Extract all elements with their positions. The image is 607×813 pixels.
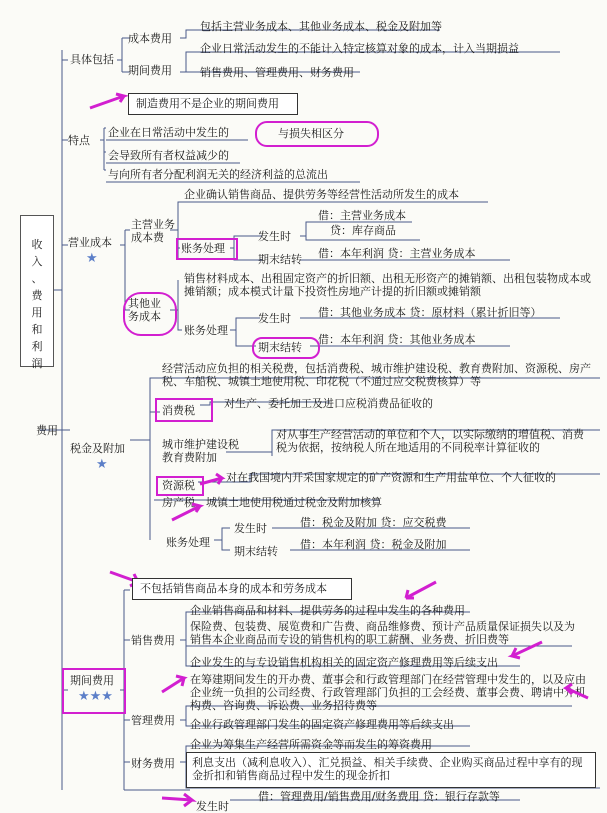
root-char: 收 xyxy=(31,238,43,251)
root-char: 、 xyxy=(31,272,43,285)
root-char: 入 xyxy=(31,255,43,268)
cw1: 企业为筹集生产经营所需资金等而发生的筹资费用 xyxy=(190,738,432,751)
qijian-desc1: 企业日常活动发生的不能计入特定核算对象的成本，计入当期损益 xyxy=(200,42,519,55)
jie1: 借：主营业务成本 xyxy=(318,209,406,222)
root-title xyxy=(20,215,54,370)
caiwu-label: 财务费用 xyxy=(131,757,175,770)
chengshi-desc: 对从事生产经营活动的单位和个人，以实际缴纳的增值税、消费税为依据，按纳税人所在地适用的不同税率计算征收的 xyxy=(276,428,584,454)
xs1: 企业销售商品和材料、提供劳务的过程中发生的各种费用 xyxy=(190,604,465,617)
cw-fasheng-label: 发生时 xyxy=(196,800,229,813)
xiaofei-desc: 对生产、委托加工及进口应税消费品征收的 xyxy=(224,397,433,410)
tedian-note: 与损失相区分 xyxy=(278,127,344,140)
shuijin-fasheng-entry: 借：税金及附加 贷：应交税费 xyxy=(300,516,447,529)
arrow-icon xyxy=(400,578,440,602)
juti-label: 具体包括 xyxy=(70,53,114,66)
root-char: 费 xyxy=(31,289,43,302)
qimo2-entry: 借：本年利润 贷：其他业务成本 xyxy=(318,333,476,346)
qijianfei-label: 期间费用 xyxy=(70,674,114,687)
qimo-entry: 借：本年利润 贷：主营业务成本 xyxy=(318,247,476,260)
zhizao-note: 制造费用不是企业的期间费用 xyxy=(136,97,279,110)
zhangwu2-label: 账务处理 xyxy=(184,324,228,337)
qijianfei-note: 不包括销售商品本身的成本和劳务成本 xyxy=(140,582,327,595)
zhangwu-label: 账务处理 xyxy=(181,242,225,255)
root-char: 用 xyxy=(31,306,43,319)
tedian-item2: 会导致所有者权益减少的 xyxy=(108,149,229,162)
fasheng-label: 发生时 xyxy=(258,230,291,243)
root-char: 利 xyxy=(31,340,43,353)
gl2: 企业行政管理部门发生的固定资产修理费用等后续支出 xyxy=(190,718,454,731)
chengben-desc: 包括主营业务成本、其他业务成本、税金及附加等 xyxy=(200,20,442,33)
arrow-icon xyxy=(506,638,546,660)
cw2: 利息支出（减利息收入）、汇兑损益、相关手续费、企业购买商品过程中享有的现金折扣和销售商品过程中发生的现金折扣 xyxy=(192,756,583,782)
dai1: 贷：库存商品 xyxy=(330,224,396,237)
shuijin-qimo-label: 期末结转 xyxy=(234,545,278,558)
qijian-desc2: 销售费用、管理费用、财务费用 xyxy=(200,66,354,79)
fasheng2-label: 发生时 xyxy=(258,312,291,325)
qita-label: 其他业 务成本 xyxy=(128,297,161,323)
xs3: 企业发生的与专设销售机构相关的固定资产修理费用等后续支出 xyxy=(190,656,498,669)
star-icon: ★ xyxy=(86,251,98,266)
tedian-item1: 企业在日常活动中发生的 xyxy=(108,126,229,139)
chengshi-label: 城市维护建设税 教育费附加 xyxy=(162,438,239,464)
shuijin-label: 税金及附加 xyxy=(70,442,125,455)
gl1: 在筹建期间发生的开办费、董事会和行政管理部门在经营管理中发生的，以及应由企业统一负担的公司经费、行政管理部门负担的工会经费、董事会费、聘请中介机构费、咨询费、诉讼费、业务招待费等 xyxy=(190,673,586,712)
qimo2-label: 期末结转 xyxy=(258,341,302,354)
arrow-icon xyxy=(88,90,128,112)
qijian-label: 期间费用 xyxy=(128,64,172,77)
qita-desc: 销售材料成本、出租固定资产的折旧额、出租无形资产的摊销额、出租包装物成本或摊销额；成本模式计量下投资性房地产计提的折旧额或摊销额 xyxy=(184,272,591,298)
fee-label: 费用 xyxy=(36,424,58,437)
chengben-label: 成本费用 xyxy=(128,32,172,45)
arrow-icon xyxy=(168,500,206,524)
arrow-icon xyxy=(560,682,590,702)
cw-entry: 借：管理费用/销售费用/财务费用 贷：银行存款等 xyxy=(258,790,500,803)
guanli-label: 管理费用 xyxy=(131,714,175,727)
xiaoshou-label: 销售费用 xyxy=(131,634,175,647)
tedian-label: 特点 xyxy=(68,134,90,147)
shuijin-top-desc: 经营活动应负担的相关税费，包括消费税、城市维护建设税、教育费附加、资源税、房产税、车船税、城镇土地使用税、印花税（不通过应交税费核算）等 xyxy=(162,362,591,388)
ziyuan-label: 资源税 xyxy=(162,479,195,492)
entry2: 借：其他业务成本 贷：原材料（累计折旧等） xyxy=(318,306,542,319)
shuijin-qimo-entry: 借：本年利润 贷：税金及附加 xyxy=(300,538,447,551)
qimo-label: 期末结转 xyxy=(258,253,302,266)
star-icon: ★ xyxy=(96,457,108,472)
root-char: 和 xyxy=(31,323,43,336)
tedian-item3: 与向所有者分配利润无关的经济利益的总流出 xyxy=(108,168,328,181)
arrow-icon xyxy=(160,672,190,694)
yingye-label: 营业成本 xyxy=(68,236,112,249)
xs2: 保险费、包装费、展览费和广告费、商品维修费、预计产品质量保证损失以及为销售本企业商品而专设的销售机构的职工薪酬、业务费、折旧费等 xyxy=(190,620,575,646)
shuijin-fasheng-label: 发生时 xyxy=(234,522,267,535)
star-icon: ★★★ xyxy=(78,689,113,704)
arrow-icon xyxy=(198,470,228,490)
zhuying-desc: 企业确认销售商品、提供劳务等经营性活动所发生的成本 xyxy=(184,188,459,201)
shuijin-zhangwu-label: 账务处理 xyxy=(166,536,210,549)
fangchan-note: 房产税、城镇土地使用税通过税金及附加核算 xyxy=(162,496,382,509)
xiaofei-label: 消费税 xyxy=(162,404,195,417)
root-char: 润 xyxy=(31,357,43,370)
zhuying-label: 主营业务 成本费 xyxy=(131,218,175,244)
arrow-icon xyxy=(160,790,200,808)
ziyuan-desc: 对在我国境内开采国家规定的矿产资源和生产用盐单位、个人征收的 xyxy=(226,471,556,484)
